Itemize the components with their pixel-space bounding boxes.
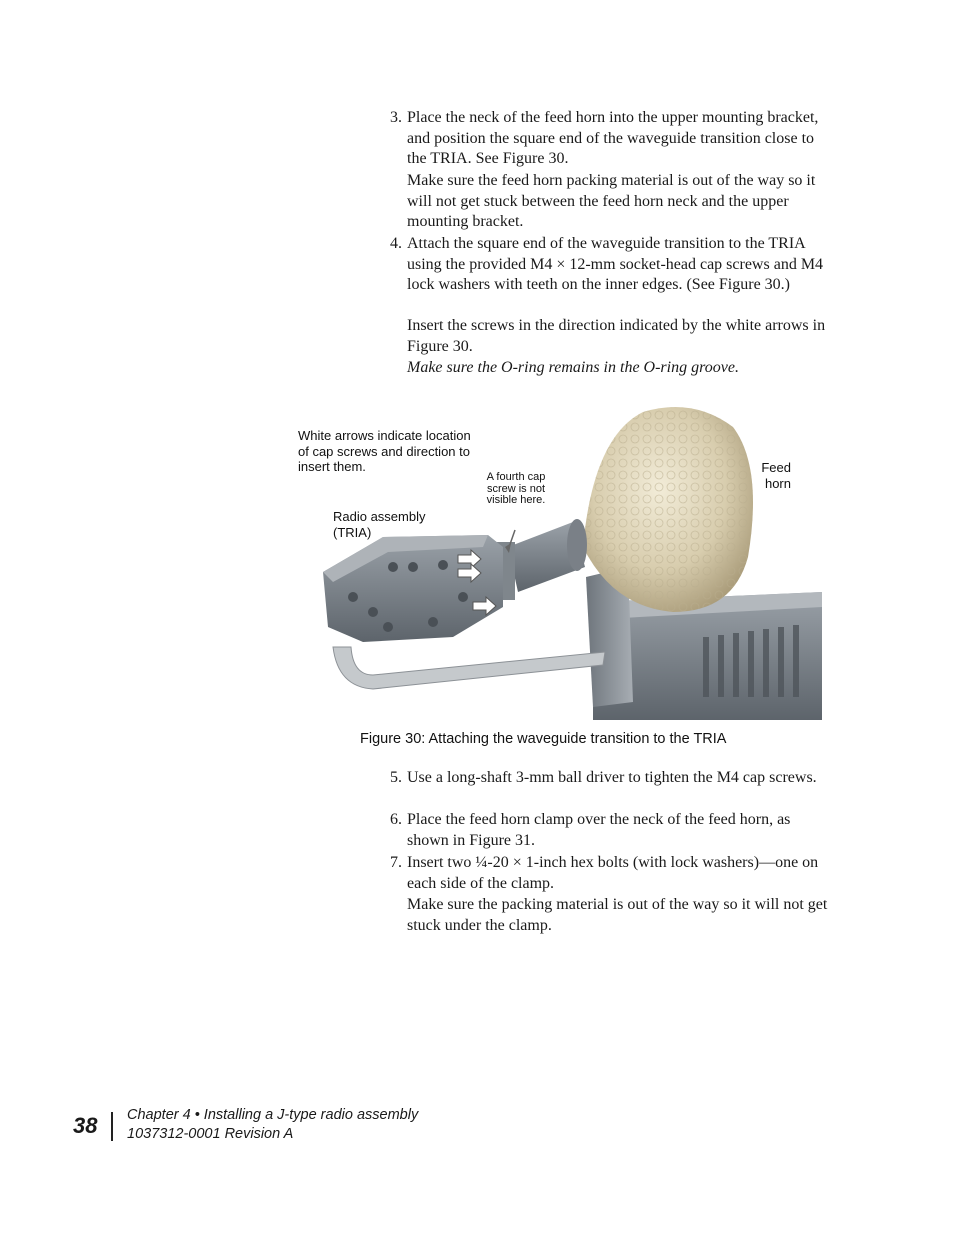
step-text: Insert two ¼-20 × 1-inch hex bolts (with lock washers)—one on each side of the clamp. <box>407 854 819 892</box>
step-6 <box>380 810 830 851</box>
step-number: 7. <box>390 854 402 871</box>
step-4-caution: Make sure the O-ring remains in the O-ring groove. <box>407 359 739 376</box>
fourth-screw-callout: A fourth cap screw is not visible here. <box>486 471 546 507</box>
step-text: Attach the square end of the waveguide transition to the TRIA using the provided M4 × 12-mm socket-head cap screws and M4 lock washers with teeth on the inner edges. (See Figure 30.) <box>407 235 824 293</box>
step-text: Use a long-shaft 3-mm ball driver to tighten the M4 cap screws. <box>407 769 817 786</box>
step-number: 6. <box>390 811 402 828</box>
step-5 <box>380 768 830 789</box>
step-4 <box>380 234 830 296</box>
footer-divider <box>111 1112 113 1141</box>
step-7 <box>380 853 830 894</box>
footer-doc-id: 1037312-0001 Revision A <box>127 1126 294 1142</box>
arrows-callout: White arrows indicate location of cap screws and direction to insert them. <box>298 428 471 474</box>
footer-chapter: Chapter 4 • Installing a J-type radio assembly <box>127 1107 419 1123</box>
radio-assembly-callout: Radio assembly (TRIA) <box>333 509 426 540</box>
step-3-note: Make sure the feed horn packing material is out of the way so it will not get stuck between the feed horn neck and the upper mounting bracket. <box>407 172 816 230</box>
step-text: Place the neck of the feed horn into the upper mounting bracket, and position the square end of the waveguide transition close to the TRIA. See Figure 30. <box>407 109 819 167</box>
step-3 <box>380 108 830 170</box>
step-7-note: Make sure the packing material is out of the way so it will not get stuck under the clamp. <box>407 896 828 934</box>
figure-caption: Figure 30: Attaching the waveguide transition to the TRIA <box>360 731 727 747</box>
step-number: 4. <box>390 235 402 252</box>
page-number: 38 <box>73 1113 98 1138</box>
step-4-note: Insert the screws in the direction indicated by the white arrows in Figure 30. <box>407 317 826 355</box>
figure-30-photo <box>293 397 822 720</box>
step-number: 5. <box>390 769 402 786</box>
feed-horn-callout: Feed horn <box>761 460 791 491</box>
step-text: Place the feed horn clamp over the neck of the feed horn, as shown in Figure 31. <box>407 811 791 849</box>
step-number: 3. <box>390 109 402 126</box>
